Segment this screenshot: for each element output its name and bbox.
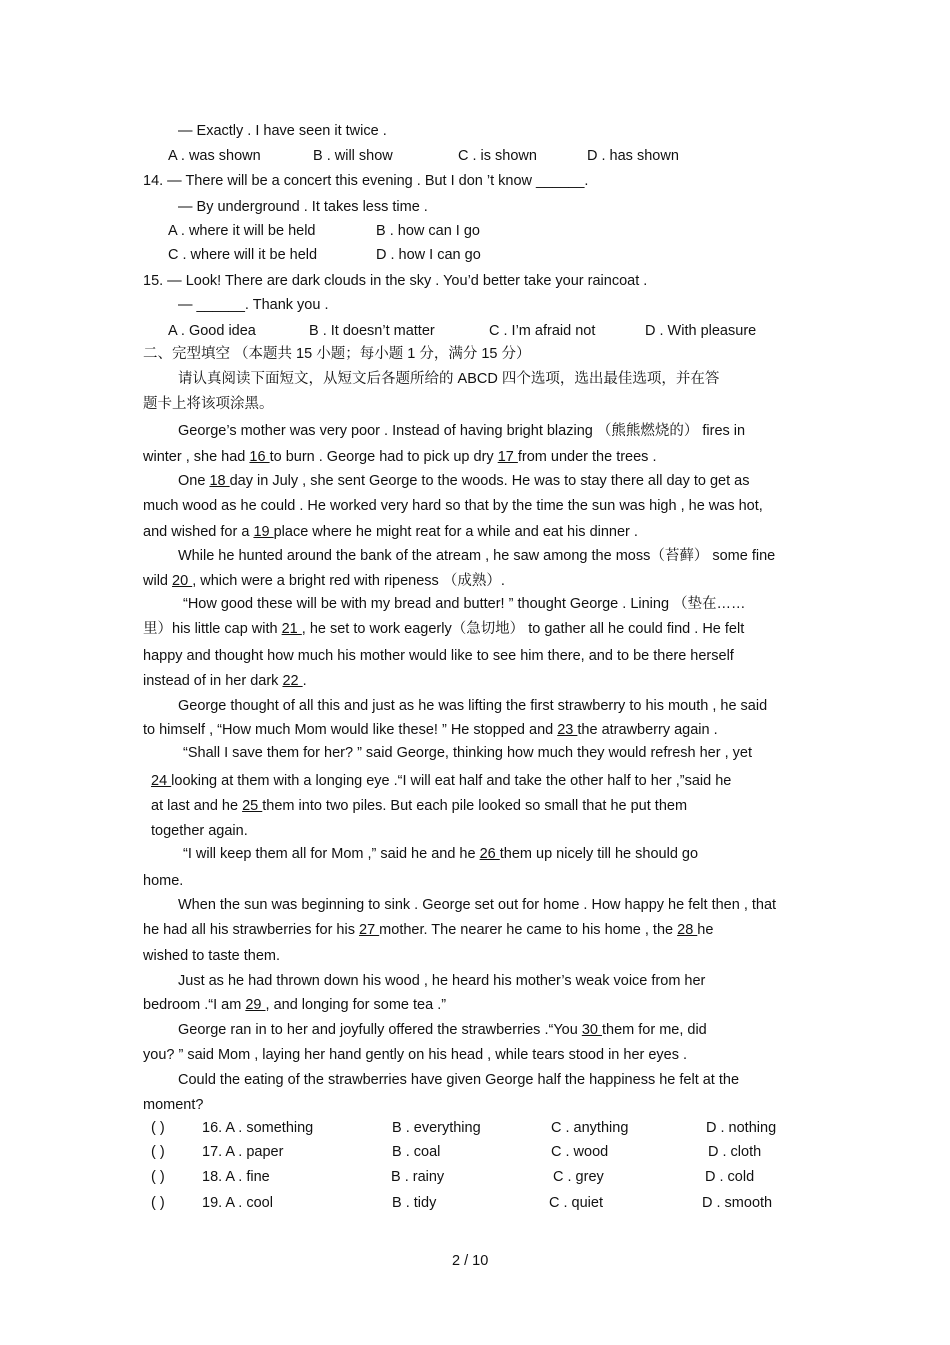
passage-line: wild 20 , which were a bright red with ripeness （成熟）. <box>143 573 505 589</box>
answer-paren: ( ) <box>151 1144 165 1160</box>
option-c: C . wood <box>551 1144 609 1160</box>
passage-line: moment? <box>143 1097 204 1113</box>
q14-option-d: D . how I can go <box>376 247 481 263</box>
q13-option-c: C . is shown <box>458 148 537 164</box>
passage-line: Just as he had thrown down his wood , he heard his mother’s weak voice from her <box>178 973 706 989</box>
blank-29: 29 <box>245 997 266 1013</box>
blank-28: 28 <box>677 922 698 938</box>
page-number: 2 / 10 <box>452 1253 489 1269</box>
section-instruction: 请认真阅读下面短文，从短文后各题所给的 ABCD 四个选项，选出最佳选项，并在答 <box>178 371 720 387</box>
passage-line: “I will keep them all for Mom ,” said he and he 26 them up nicely till he should go <box>183 846 699 862</box>
q14-stem: 14. — There will be a concert this evening . But I don ’t know ______. <box>143 173 589 189</box>
q15-stem: 15. — Look! There are dark clouds in the sky . You’d better take your raincoat . <box>143 273 648 289</box>
blank-17: 17 <box>497 449 518 465</box>
option-b: B . rainy <box>391 1169 445 1185</box>
q13-option-b: B . will show <box>313 148 393 164</box>
passage-line: together again. <box>151 823 248 839</box>
option-d: D . smooth <box>702 1195 773 1211</box>
passage-line: much wood as he could . He worked very hard so that by the time the sun was high , he was hot, <box>143 498 763 514</box>
blank-23: 23 <box>557 722 578 738</box>
passage-line: you? ” said Mom , laying her hand gently on his head , while tears stood in her eyes . <box>143 1047 688 1063</box>
passage-line: 里）his little cap with 21 , he set to work eagerly（急切地） to gather all he could find . He felt <box>143 621 745 637</box>
q14-option-a: A . where it will be held <box>168 223 316 239</box>
blank-22: 22 <box>282 673 303 689</box>
answer-paren: ( ) <box>151 1195 165 1211</box>
answer-paren: ( ) <box>151 1120 165 1136</box>
passage-line: “How good these will be with my bread and butter! ” thought George . Lining （垫在…… <box>183 596 746 612</box>
q13-option-d: D . has shown <box>587 148 679 164</box>
blank-25: 25 <box>242 798 263 814</box>
passage-line: One 18 day in July , she sent George to the woods. He was to stay there all day to get as <box>178 473 750 489</box>
option-d: D . nothing <box>706 1120 777 1136</box>
option-c: C . quiet <box>549 1195 603 1211</box>
blank-26: 26 <box>479 846 500 862</box>
q13-answer-line: — Exactly . I have seen it twice . <box>178 123 387 139</box>
blank-27: 27 <box>359 922 380 938</box>
q15-option-d: D . With pleasure <box>645 323 757 339</box>
q15-option-b: B . It doesn’t matter <box>309 323 435 339</box>
option-c: C . anything <box>551 1120 629 1136</box>
passage-line: home. <box>143 873 184 889</box>
blank-16: 16 <box>249 449 270 465</box>
q15-option-c: C . I’m afraid not <box>489 323 596 339</box>
passage-line: instead of in her dark 22 . <box>143 673 307 689</box>
option-b: B . coal <box>392 1144 441 1160</box>
passage-line: While he hunted around the bank of the atream , he saw among the moss（苔藓） some fine <box>178 548 776 564</box>
q13-option-a: A . was shown <box>168 148 261 164</box>
passage-line: “Shall I save them for her? ” said George, thinking how much they would refresh her , yet <box>183 745 752 761</box>
blank-21: 21 <box>281 621 302 637</box>
option-a: 18. A . fine <box>202 1169 270 1185</box>
passage-line: George’s mother was very poor . Instead of having bright blazing （熊熊燃烧的） fires in <box>178 423 746 439</box>
blank-19: 19 <box>253 524 274 540</box>
option-a: 19. A . cool <box>202 1195 273 1211</box>
option-d: D . cold <box>705 1169 755 1185</box>
passage-line: happy and thought how much his mother would like to see him there, and to be there herself <box>143 648 734 664</box>
option-d: D . cloth <box>708 1144 762 1160</box>
passage-line: When the sun was beginning to sink . George set out for home . How happy he felt then , that <box>178 897 777 913</box>
option-c: C . grey <box>553 1169 604 1185</box>
passage-line: and wished for a 19 place where he might reat for a while and eat his dinner . <box>143 524 638 540</box>
passage-line: he had all his strawberries for his 27 mother. The nearer he came to his home , the 28 he <box>143 922 714 938</box>
blank-18: 18 <box>209 473 230 489</box>
answer-paren: ( ) <box>151 1169 165 1185</box>
passage-line: to himself , “How much Mom would like these! ” He stopped and 23 the atrawberry again . <box>143 722 718 738</box>
passage-line: wished to taste them. <box>143 948 281 964</box>
passage-line: George ran in to her and joyfully offered the strawberries .“You 30 them for me, did <box>178 1022 707 1038</box>
section-instruction-cont: 题卡上将该项涂黑。 <box>143 396 274 412</box>
q14-option-c: C . where will it be held <box>168 247 318 263</box>
passage-line: at last and he 25 them into two piles. But each pile looked so small that he put them <box>151 798 688 814</box>
option-b: B . tidy <box>392 1195 437 1211</box>
option-a: 16. A . something <box>202 1120 314 1136</box>
passage-line: bedroom .“I am 29 , and longing for some tea .” <box>143 997 447 1013</box>
blank-30: 30 <box>581 1022 602 1038</box>
passage-line: 24 looking at them with a longing eye .“I will eat half and take the other half to her ,”said he <box>151 773 732 789</box>
passage-line: Could the eating of the strawberries have given George half the happiness he felt at the <box>178 1072 740 1088</box>
q14-reply: — By underground . It takes less time . <box>178 199 428 215</box>
q15-option-a: A . Good idea <box>168 323 256 339</box>
passage-line: winter , she had 16 to burn . George had to pick up dry 17 from under the trees . <box>143 449 657 465</box>
passage-line: George thought of all this and just as he was lifting the first strawberry to his mouth , he said <box>178 698 768 714</box>
option-b: B . everything <box>392 1120 481 1136</box>
q14-option-b: B . how can I go <box>376 223 480 239</box>
blank-24: 24 <box>151 773 172 789</box>
option-a: 17. A . paper <box>202 1144 284 1160</box>
blank-20: 20 <box>172 573 193 589</box>
q15-reply: — ______. Thank you . <box>178 297 329 313</box>
section-heading: 二、完型填空 （本题共 15 小题；每小题 1 分，满分 15 分） <box>143 346 531 362</box>
